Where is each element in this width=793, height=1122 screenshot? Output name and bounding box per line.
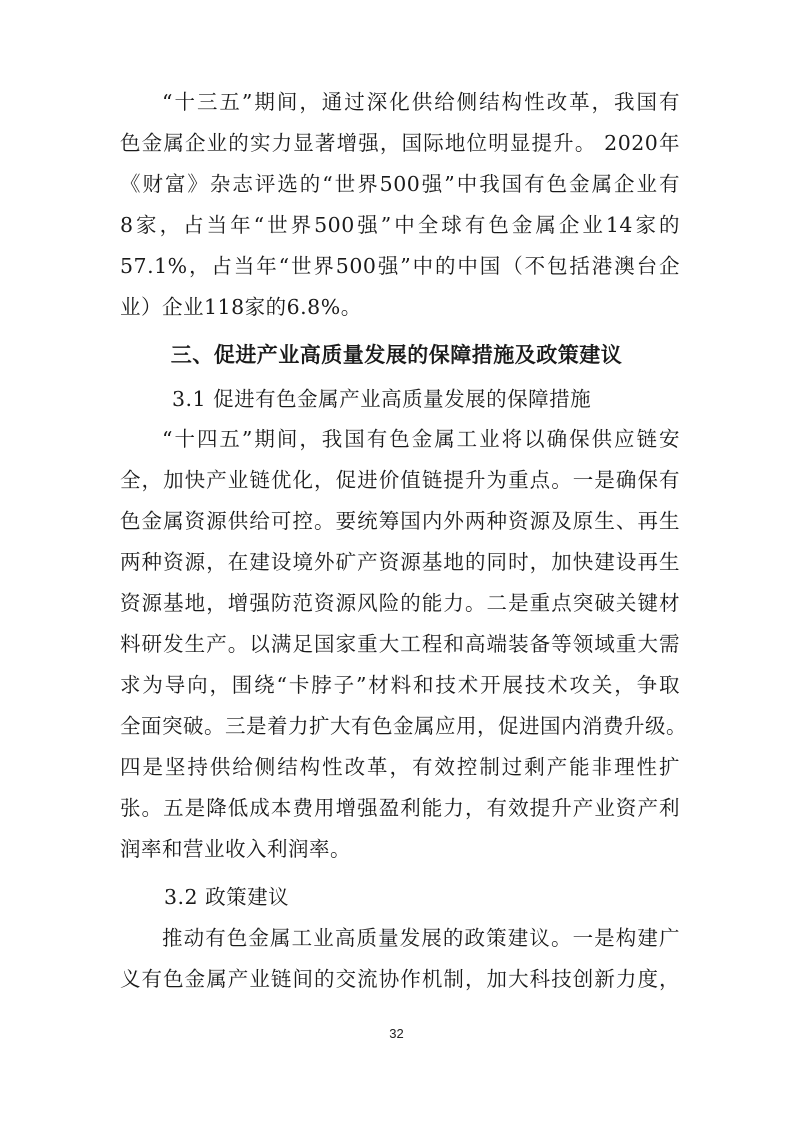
- text-line: “十三五”期间，通过深化供给侧结构性改革，我国有: [162, 90, 680, 114]
- paragraph-shisanwu: [120, 82, 680, 328]
- section-heading-3-2: 3.2 政策建议: [164, 885, 290, 909]
- paragraph-shisiwu: [120, 419, 687, 870]
- text-line: 资源基地，增强防范资源风险的能力。二是重点突破关键材: [120, 591, 680, 615]
- text-line: 8家，占当年“世界500强”中全球有色金属企业14家的: [120, 213, 680, 237]
- text-line: 《财富》杂志评选的“世界500强”中我国有色金属企业有: [120, 172, 680, 196]
- text-line: 义有色金属产业链间的交流协作机制，加大科技创新力度，: [120, 967, 680, 991]
- section-heading-3: 三、促进产业高质量发展的保障措施及政策建议: [170, 343, 623, 367]
- text-line: 张。五是降低成本费用增强盈利能力，有效提升产业资产利: [120, 796, 680, 820]
- text-line: 全，加快产业链优化，促进价值链提升为重点。一是确保有: [120, 468, 680, 492]
- text-line: 两种资源，在建设境外矿产资源基地的同时，加快建设再生: [120, 550, 680, 574]
- text-line: 色金属企业的实力显著增强，国际地位明显提升。 2020年: [120, 131, 680, 155]
- text-line: 业）企业118家的6.8%。: [120, 295, 362, 319]
- text-line: 求为导向，围绕“卡脖子”材料和技术开展技术攻关，争取: [120, 673, 680, 697]
- page-number: 32: [389, 1026, 404, 1041]
- text-line: 57.1%，占当年“世界500强”中的中国（不包括港澳台企: [120, 254, 680, 278]
- text-line: 全面突破。三是着力扩大有色金属应用，促进国内消费升级。: [120, 714, 687, 738]
- text-line: 色金属资源供给可控。要统筹国内外两种资源及原生、再生: [120, 509, 680, 533]
- text-line: 推动有色金属工业高质量发展的政策建议。一是构建广: [162, 926, 680, 950]
- section-heading-3-1: 3.1 促进有色金属产业高质量发展的保障措施: [172, 387, 592, 411]
- text-line: 润率和营业收入利润率。: [120, 837, 351, 861]
- paragraph-policy: [120, 918, 680, 1000]
- text-line: “十四五”期间，我国有色金属工业将以确保供应链安: [162, 427, 680, 451]
- text-line: 四是坚持供给侧结构性改革，有效控制过剩产能非理性扩: [120, 755, 680, 779]
- text-line: 料研发生产。以满足国家重大工程和高端装备等领域重大需: [120, 632, 680, 656]
